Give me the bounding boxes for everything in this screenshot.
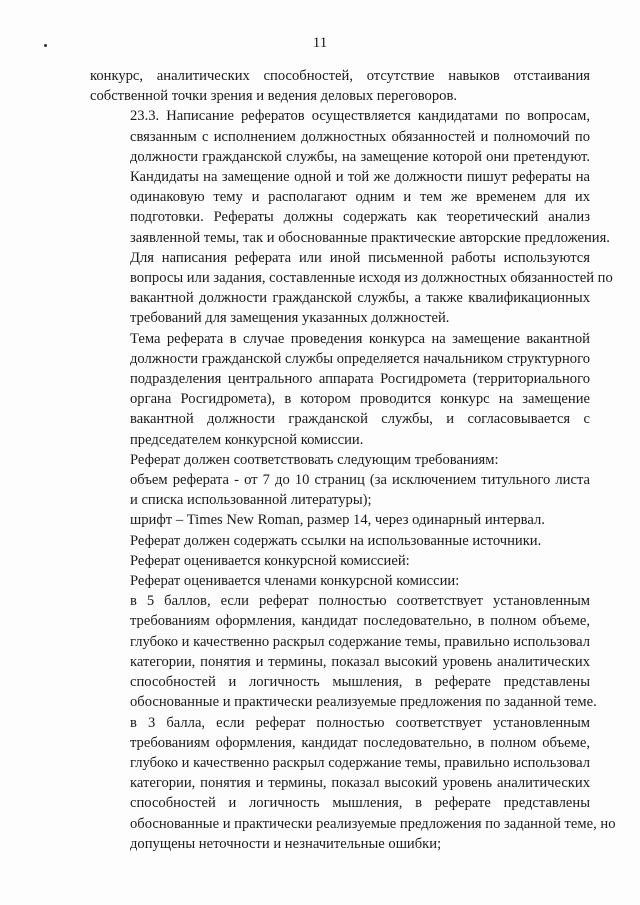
text-line: вакантной должности гражданской службы, и согласовывается с <box>130 411 590 428</box>
paragraph <box>90 531 590 551</box>
text-line: заявленной темы, так и обоснованные практические авторские предложения. <box>130 229 610 246</box>
paragraph <box>90 450 590 470</box>
paragraph <box>90 329 590 450</box>
text-line: глубоко и качественно раскрыл содержание темы, правильно использовал <box>130 633 590 650</box>
text-line: Реферат оценивается членами конкурсной комиссии: <box>130 573 460 590</box>
text-line: допущены неточности и незначительные ошибки; <box>130 835 442 852</box>
text-line: обоснованные и практически реализуемые предложения по заданной теме, но <box>130 815 616 832</box>
text-line: конкурс, аналитических способностей, отсутствие навыков отстаивания <box>90 68 590 84</box>
text-line: председателем конкурсной комиссии. <box>130 431 364 448</box>
paragraph <box>90 571 590 591</box>
paragraph <box>90 510 590 530</box>
paragraph <box>90 106 610 247</box>
text-line: требованиям оформления, кандидат последовательно, в полном объеме, <box>130 734 590 751</box>
text-line: и списка использованной литературы); <box>130 492 372 509</box>
text-line: связанным с исполнением должностных обязанностей и полномочий по <box>130 128 590 145</box>
text-line: должности гражданской службы, на замещение которой они претендуют. <box>130 148 590 165</box>
text-line: способностей и логичность мышления, в реферате представлены <box>130 795 590 812</box>
text-line: требований для замещения указанных должностей. <box>130 310 450 327</box>
text-line: подготовки. Рефераты должны содержать как теоретический анализ <box>130 209 590 226</box>
text-line: должности гражданской службы определяется начальником структурного <box>130 350 590 367</box>
text-line: собственной точки зрения и ведения деловых переговоров. <box>90 88 457 105</box>
text-line: органа Росгидромета), в котором проводится конкурс на замещение <box>130 391 590 408</box>
text-line: Для написания реферата или иной письменной работы используются <box>130 249 590 266</box>
paragraph <box>90 713 616 854</box>
text-line: вопросы или задания, составленные исходя из должностных обязанностей по <box>130 270 613 287</box>
text-line: одинаковую тему и располагают одним и тем же временем для их <box>130 189 590 206</box>
text-line: требованиям оформления, кандидат последовательно, в полном объеме, <box>130 613 590 630</box>
text-line: в 5 баллов, если реферат полностью соответствует установленным <box>130 593 590 610</box>
text-line: Кандидаты на замещение одной и той же должности пишут рефераты на <box>130 169 590 186</box>
text-line: Тема реферата в случае проведения конкурса на замещение вакантной <box>130 330 590 347</box>
paragraph <box>90 591 597 712</box>
text-line: категории, понятия и термины, показал высокий уровень аналитических <box>130 775 590 792</box>
text-line: 23.3. Написание рефератов осуществляется кандидатами по вопросам, <box>130 108 590 125</box>
text-line: шрифт – Times New Roman, размер 14, через одинарный интервал. <box>130 512 545 529</box>
text-line: Реферат должен соответствовать следующим требованиям: <box>130 451 499 468</box>
text-line: способностей и логичность мышления, в реферате представлены <box>130 674 590 691</box>
text-line: в 3 балла, если реферат полностью соответствует установленным <box>130 714 590 731</box>
page-number: 11 <box>312 35 328 51</box>
text-line: подразделения центрального аппарата Росгидромета (территориального <box>130 371 590 388</box>
document-body <box>90 66 616 854</box>
text-line: Реферат оценивается конкурсной комиссией: <box>130 552 410 569</box>
text-line: обоснованные и практически реализуемые предложения по заданной теме. <box>130 694 597 711</box>
paragraph <box>90 248 613 329</box>
text-line: Реферат должен содержать ссылки на использованные источники. <box>130 532 542 549</box>
paragraph <box>90 470 590 510</box>
text-line: глубоко и качественно раскрыл содержание темы, правильно использовал <box>130 754 590 771</box>
paragraph <box>90 551 590 571</box>
paragraph <box>90 66 590 106</box>
text-line: объем реферата - от 7 до 10 страниц (за исключением титульного листа <box>130 472 590 489</box>
text-line: вакантной должности гражданской службы, а также квалификационных <box>130 290 590 307</box>
text-line: категории, понятия и термины, показал высокий уровень аналитических <box>130 653 590 670</box>
